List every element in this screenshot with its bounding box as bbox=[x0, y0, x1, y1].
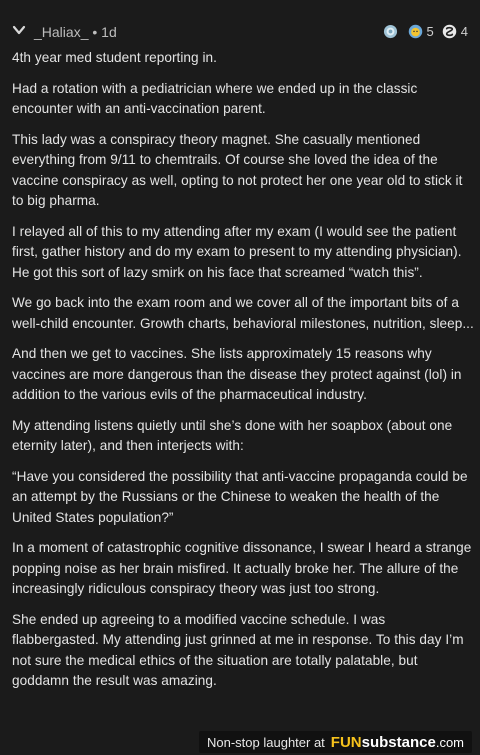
silver-award-icon bbox=[383, 24, 398, 39]
post-paragraph: This lady was a conspiracy theory magnet. She casually mentioned everything from 9/11 to chemtrails. Of course she loved the idea of the vaccine conspiracy as well, opting to not protect her one year old to stick it to big pharma. bbox=[12, 131, 463, 208]
meta-separator: • bbox=[92, 24, 98, 40]
wholesome-award-count: 4 bbox=[460, 24, 468, 39]
helpful-award-icon bbox=[408, 24, 423, 39]
post-paragraph: We go back into the exam room and we cover all of the important bits of a well-child encounter. Growth charts, behavioral milestones, nutrition, sleep... bbox=[12, 295, 474, 331]
post-paragraph: “Have you considered the possibility that anti-vaccine propaganda could be an attempt by the Russians or the Chinese to weaken the health of the United States population?” bbox=[12, 468, 468, 525]
collapse-chevron-icon[interactable] bbox=[12, 24, 26, 36]
post-paragraph: I relayed all of this to my attending after my exam (I would see the patient first, gather history and do my exam to present to my attending physician). He got this sort of lazy smirk on his face that screamed “watch this”. bbox=[12, 223, 462, 280]
post-meta bbox=[34, 24, 117, 40]
awards-bar[interactable] bbox=[383, 24, 472, 39]
username[interactable]: _Haliax_ bbox=[34, 24, 89, 40]
post-paragraph: Had a rotation with a pediatrician where we ended up in the classic encounter with an anti-vaccination parent. bbox=[12, 80, 418, 116]
watermark-footer bbox=[0, 729, 480, 755]
post-paragraph: And then we get to vaccines. She lists approximately 15 reasons why vaccines are more dangerous than the disease they protect against (lol) in addition to the various evils of the pharmaceutical industry. bbox=[12, 346, 462, 402]
funsubstance-logo bbox=[331, 734, 464, 751]
watermark-caption: Non-stop laughter at bbox=[207, 734, 325, 750]
post-paragraph: My attending listens quietly until she’s done with her soapbox (about one eternity later), and then interjects with: bbox=[12, 417, 453, 453]
brand-sub: substance bbox=[361, 733, 436, 751]
helpful-award-count: 5 bbox=[426, 24, 434, 39]
post-paragraph: She ended up agreeing to a modified vaccine schedule. I was flabbergasted. My attending just grinned at me in response. To this day I’m not sure the medical ethics of the situation are totally palatable, but goddamn the result was amazing. bbox=[12, 611, 464, 688]
brand-tld: .com bbox=[435, 734, 464, 750]
wholesome-award-icon bbox=[442, 24, 457, 39]
post-paragraph: 4th year med student reporting in. bbox=[12, 50, 217, 65]
post-paragraph: In a moment of catastrophic cognitive dissonance, I swear I heard a strange popping noise as her brain misfired. It actually broke her. The allure of the increasingly ridiculous conspiracy theory was just too strong. bbox=[12, 540, 472, 596]
brand-fun: FUN bbox=[330, 733, 362, 751]
post-header bbox=[0, 0, 480, 46]
post-age: 1d bbox=[101, 24, 117, 40]
watermark-pill bbox=[199, 731, 472, 753]
post-body bbox=[12, 48, 474, 702]
